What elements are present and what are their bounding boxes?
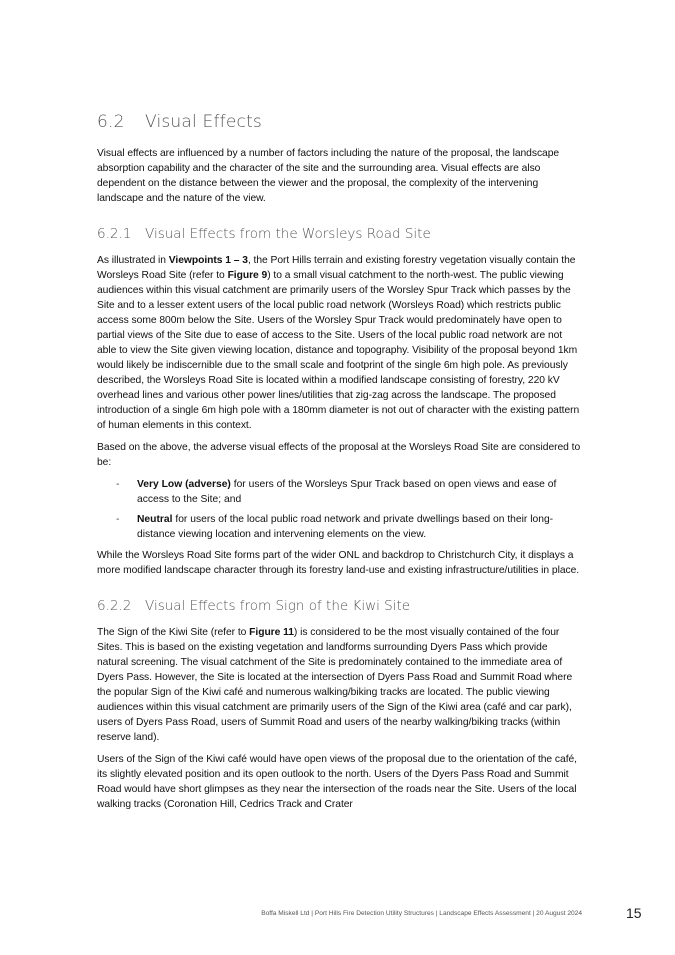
paragraph: Users of the Sign of the Kiwi café would have open views of the proposal due to the orientation of the café, its slightly elevated position and its open outlook to the north. Users of the Dyers Pass Road and Summit Road would have short glimpses as they near the intersection of the roads near the Site. Users of the local walking tracks (Coronation Hill, Cedrics Track and Crater [97,754,577,810]
text-run: As illustrated in [97,255,169,266]
effects-list [97,477,581,542]
subsection-number: 6.2.2 [97,598,132,614]
subsection-number: 6.2.1 [97,226,132,242]
dash-bullet: - [116,479,120,490]
dash-bullet: - [116,514,120,525]
bold-reference: Viewpoints 1 – 3 [168,255,248,266]
effect-rating: Very Low (adverse) [137,479,231,490]
list-item-text: for users of the Worsleys Spur Track based on open views and ease of access to the Site; and [137,479,557,505]
page-footer: Boffa Miskell Ltd | Port Hills Fire Detection Utility Structures | Landscape Effects Assessment | 20 August 2024 [261,910,582,917]
text-run: The Sign of the Kiwi Site (refer to [97,627,250,638]
paragraph: While the Worsleys Road Site forms part of the wider ONL and backdrop to Christchurch City, it displays a more modified landscape character through its forestry land-use and existing infrastructure/utilities in place. [97,550,580,576]
section-heading [97,112,581,132]
paragraph [97,625,581,745]
text-run: , the Port Hills terrain and existing forestry vegetation visually contain the Worsleys Road Site (refer to [97,255,576,281]
section-title: Visual Effects [145,112,262,132]
subsection-heading-2 [97,598,581,614]
text-run: ) to a small visual catchment to the north-west. The public viewing audiences within this visual catchment are primarily users of the Worsley Spur Track which passes by the Site and to a lesser extent users of the local public road network (Worsleys Road) which restricts public access some 800m below the Site. Users of the Worsley Spur Track would predominately have open to partial views of the Site due to ease of access to the Site. Users of the local public road network are not able to view the Site given viewing location, distance and topography. Visibility of the proposal beyond 1km would likely be indiscernible due to the small scale and footprint of the single 6m high pole. As previously described, the Worsleys Road Site is located within a modified landscape consisting of forestry, 220 kV overhead lines and various other power lines/utilities that zig-zag across the landscape. The proposed introduction of a single 6m high pole with a 180mm diameter is not out of character with the existing pattern of human elements in this context. [97,270,580,431]
subsection-heading-1 [97,226,581,242]
paragraph: Based on the above, the adverse visual effects of the proposal at the Worsleys Road Site are considered to be: [97,442,581,468]
text-run: ) is considered to be the most visually contained of the four Sites. This is based on the existing vegetation and landforms surrounding Dyers Pass which provide natural screening. The visual catchment of the Site is predominately contained to the immediate area of Dyers Pass. However, the Site is located at the intersection of Dyers Pass Road and Summit Road where the popular Sign of the Kiwi café and numerous walking/biking tracks are located. The public viewing audiences within this visual catchment are primarily users of the Sign of the Kiwi area (café and car park), users of Dyers Pass Road, users of Summit Road and users of the nearby walking/biking tracks (within reserve land). [97,627,573,743]
list-item [97,477,581,507]
page-content [97,112,581,819]
bold-reference: Figure 9 [227,270,268,281]
list-item-text: for users of the local public road network and private dwellings based on their long-distance viewing location and intervening elements on the view. [137,514,554,540]
effect-rating: Neutral [137,514,173,525]
subsection-title: Visual Effects from Sign of the Kiwi Site [145,598,411,614]
list-item [97,512,581,542]
section-number: 6.2 [97,112,125,132]
section-intro-paragraph: Visual effects are influenced by a number of factors including the nature of the proposal, the landscape absorption capability and the character of the site and the surrounding area. Visual effects are also dependent on the distance between the viewer and the proposal, the complexity of the intervening landscape and the nature of the view. [97,148,560,204]
paragraph [97,253,581,433]
bold-reference: Figure 11 [249,627,294,638]
page-number: 15 [626,905,642,921]
subsection-title: Visual Effects from the Worsleys Road Site [145,226,431,242]
